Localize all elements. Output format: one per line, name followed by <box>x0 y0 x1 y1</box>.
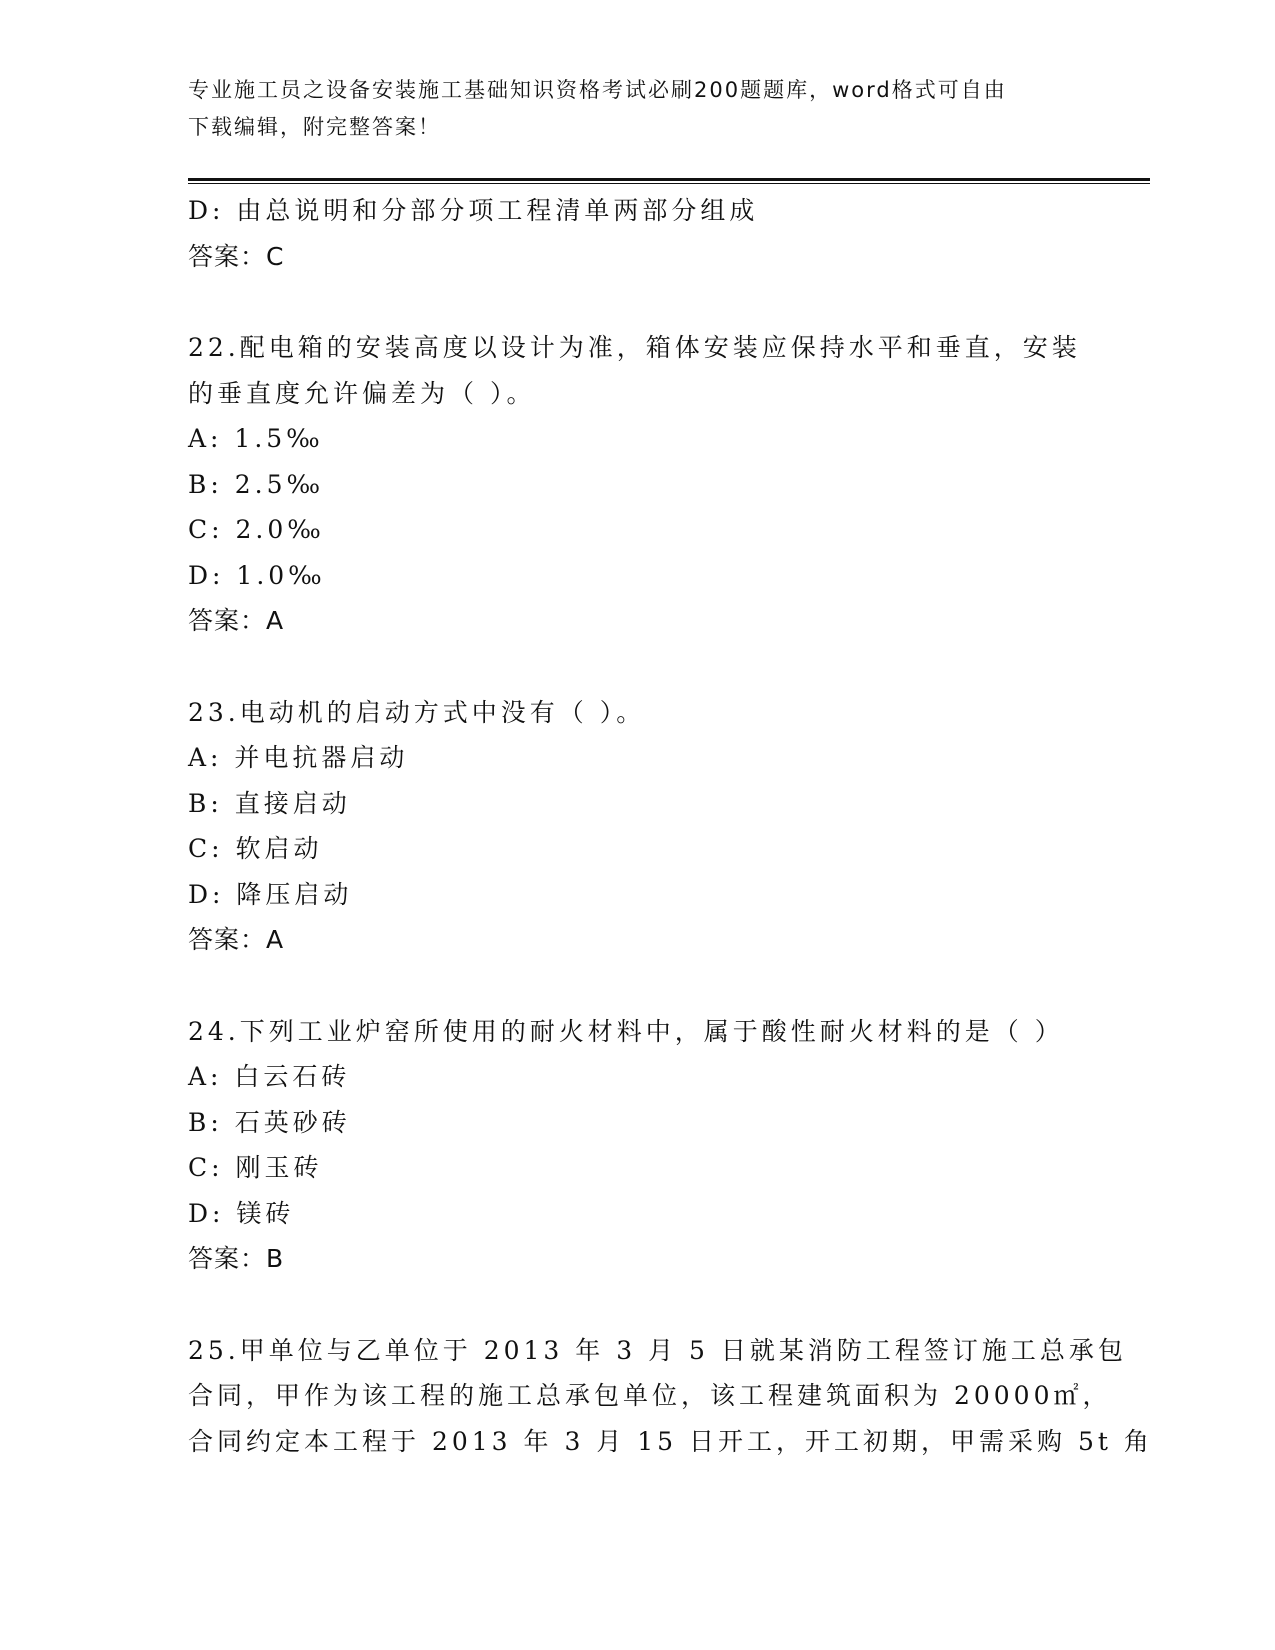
question-text: 22.配电箱的安装高度以设计为准，箱体安装应保持水平和垂直，安装 <box>188 333 1081 362</box>
option-d: D: 由总说明和分部分项工程清单两部分组成 <box>188 196 759 225</box>
option-c: C: 刚玉砖 <box>188 1153 323 1182</box>
option-b: B: 石英砂砖 <box>188 1107 351 1137</box>
spacer <box>188 1282 1088 1328</box>
answer: 答案：B <box>188 1244 285 1273</box>
option-b: B: 直接启动 <box>188 788 351 818</box>
answer: 答案：A <box>188 606 285 635</box>
header-line-2: 下载编辑，附完整答案！ <box>188 115 441 139</box>
option-d: D: 1.0‰ <box>188 560 326 590</box>
option-b: B: 2.5‰ <box>188 469 325 499</box>
question-text-continued: 的垂直度允许偏差为（ ）。 <box>188 378 536 408</box>
question-text: 25.甲单位与乙单位于 2013 年 3 月 5 日就某消防工程签订施工总承包 <box>188 1335 1127 1365</box>
header-divider-thick <box>188 178 1150 181</box>
header-divider-thin <box>188 183 1150 184</box>
spacer <box>188 279 1088 325</box>
question-list <box>188 188 1153 1464</box>
question-24 <box>188 1009 1088 1282</box>
option-a: A: 1.5‰ <box>188 424 324 453</box>
question-22 <box>188 325 1088 644</box>
question-text-continued: 合同，甲作为该工程的施工总承包单位，该工程建筑面积为 20000㎡， <box>188 1381 1112 1410</box>
spacer <box>188 963 1088 1009</box>
option-d: D: 镁砖 <box>188 1198 295 1228</box>
option-c: C: 2.0‰ <box>188 515 325 544</box>
option-a: A: 白云石砖 <box>188 1062 351 1091</box>
question-text: 24.下列工业炉窑所使用的耐火材料中，属于酸性耐火材料的是（ ） <box>188 1016 1064 1046</box>
previous-question-tail <box>188 188 1088 279</box>
answer: 答案：C <box>188 241 285 271</box>
header-line-1: 专业施工员之设备安装施工基础知识资格考试必刷200题题库，word格式可自由 <box>188 78 1007 102</box>
option-c: C: 软启动 <box>188 834 323 863</box>
question-text-continued: 合同约定本工程于 2013 年 3 月 15 日开工，开工初期，甲需采购 5t 角 <box>188 1426 1153 1456</box>
page-header <box>188 72 1088 146</box>
question-23 <box>188 690 1088 963</box>
option-d: D: 降压启动 <box>188 879 353 909</box>
question-text: 23.电动机的启动方式中没有（ ）。 <box>188 697 646 727</box>
question-25 <box>188 1328 1153 1465</box>
spacer <box>188 644 1088 690</box>
answer: 答案：A <box>188 925 285 954</box>
option-a: A: 并电抗器启动 <box>188 743 409 772</box>
